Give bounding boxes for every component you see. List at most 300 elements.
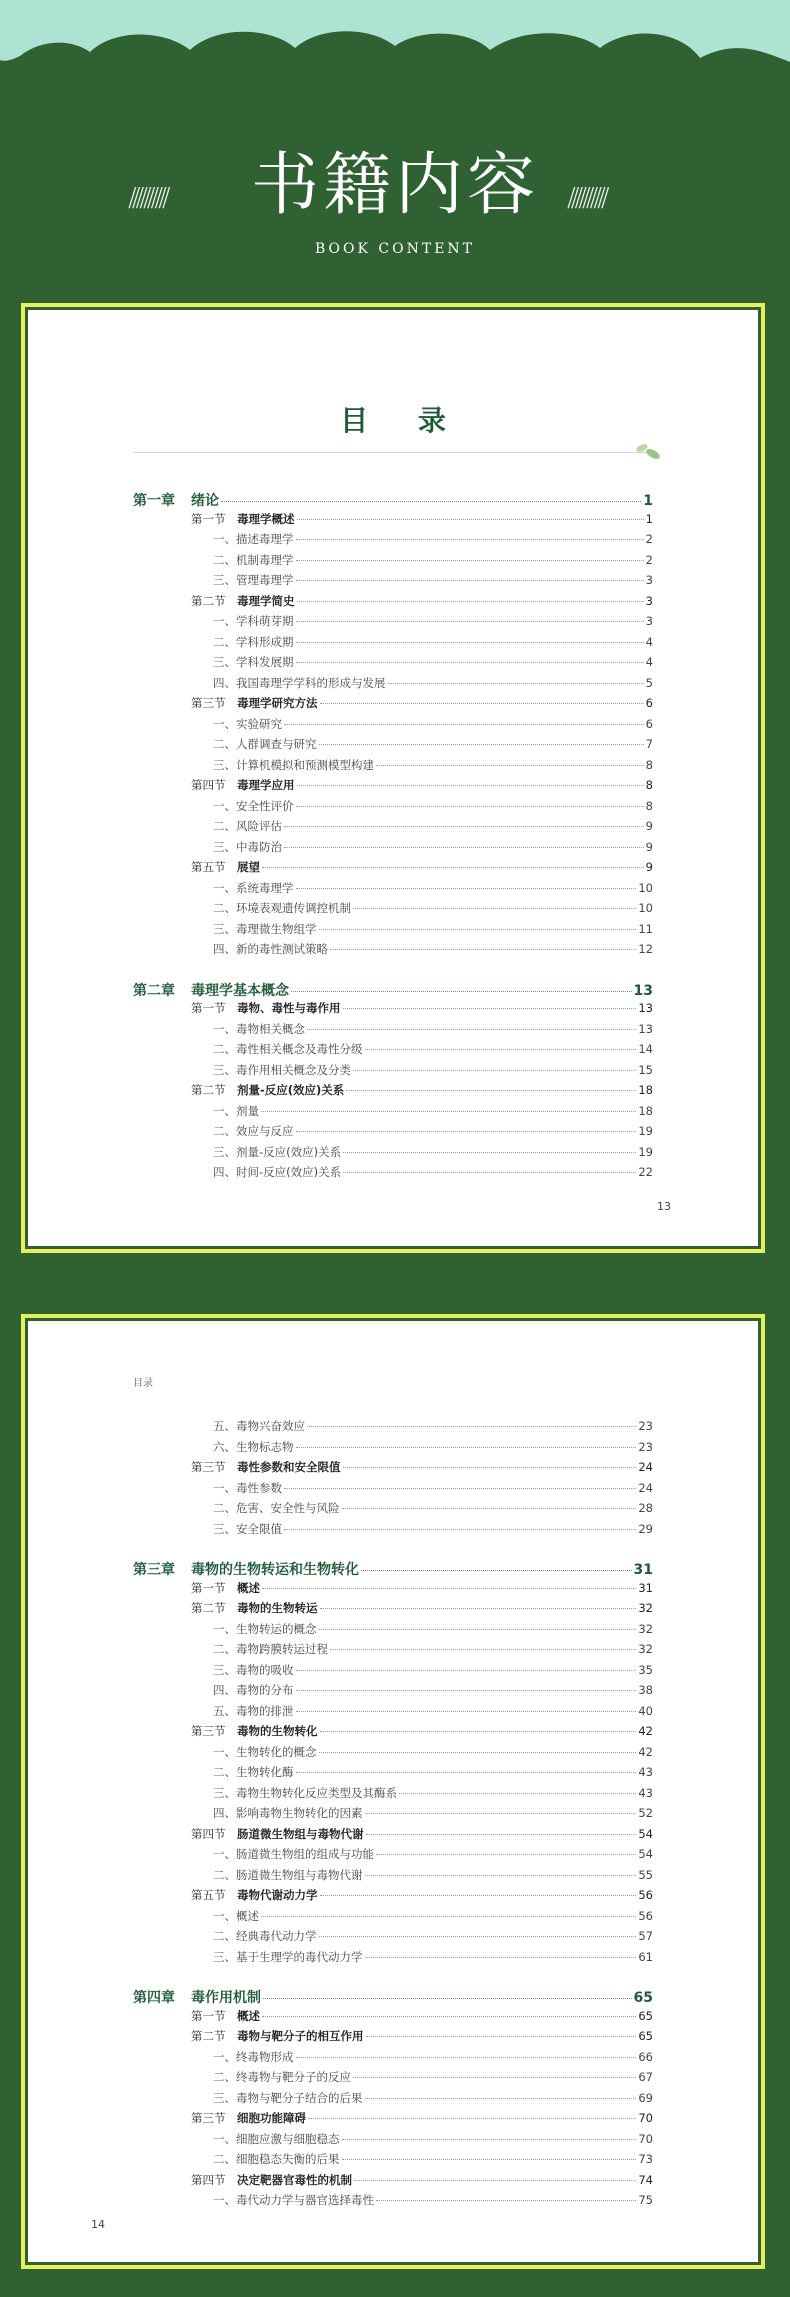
page-ref: 6 <box>645 716 653 731</box>
dot-leader <box>296 560 644 561</box>
dot-leader <box>262 867 644 868</box>
toc-item-row[interactable] <box>213 798 653 814</box>
toc-item-row[interactable] <box>213 634 653 650</box>
item-title: 四、时间-反应(效应)关系 <box>213 1165 342 1179</box>
section-title: 毒物的生物转化 <box>237 1724 318 1738</box>
dot-leader <box>365 1049 637 1050</box>
toc-item-row[interactable] <box>213 1846 653 1862</box>
toc-item-row[interactable] <box>213 675 653 691</box>
toc-section-row[interactable] <box>191 2008 653 2024</box>
toc-item-row[interactable] <box>213 1805 653 1821</box>
dot-leader <box>221 501 641 502</box>
section-number: 第一节 <box>191 1580 226 1595</box>
toc-page-2 <box>21 1314 765 2269</box>
item-title: 三、毒物与靶分子结合的后果 <box>213 2090 363 2105</box>
item-title: 二、学科形成期 <box>213 634 294 649</box>
page-ref: 75 <box>638 2193 653 2207</box>
dot-leader <box>319 1752 637 1753</box>
section-number: 第四节 <box>191 778 226 792</box>
toc-item-row[interactable] <box>213 613 653 629</box>
page-ref: 14 <box>638 1042 653 1056</box>
chapter-number: 第四章 <box>133 1990 175 2006</box>
dot-leader <box>284 1488 636 1489</box>
toc-item-row[interactable] <box>213 1928 653 1944</box>
item-title: 三、学科发展期 <box>213 655 294 669</box>
dot-leader <box>284 724 644 725</box>
chapter-title: 毒物的生物转运和生物转化 <box>191 1562 359 1578</box>
toc-section-row[interactable] <box>191 1826 653 1842</box>
dot-leader <box>376 2200 636 2201</box>
dot-leader <box>343 1172 636 1173</box>
page-ref: 43 <box>638 1785 653 1800</box>
page-ref: 5 <box>645 675 653 690</box>
dot-leader <box>343 1467 637 1468</box>
page-ref: 9 <box>645 839 653 854</box>
toc-item-row[interactable] <box>213 1867 653 1883</box>
dot-leader <box>365 1875 637 1876</box>
dot-leader <box>296 1772 637 1773</box>
page-ref: 66 <box>638 2049 653 2064</box>
page-ref: 65 <box>638 2029 653 2043</box>
dot-leader <box>296 1131 637 1132</box>
page-ref: 12 <box>638 942 653 956</box>
page-ref: 54 <box>638 1847 653 1861</box>
page-ref: 8 <box>645 798 653 813</box>
dot-leader <box>261 1111 636 1112</box>
dot-leader <box>343 1152 636 1153</box>
toc-item-row[interactable] <box>213 572 653 588</box>
dot-leader <box>319 1936 637 1937</box>
toc-chapter-row[interactable] <box>133 1559 653 1579</box>
section-title: 毒物、毒性与毒作用 <box>237 1001 341 1015</box>
section-title: 细胞功能障碍 <box>237 2111 306 2125</box>
item-title: 一、学科萌芽期 <box>213 614 294 628</box>
toc-item-row[interactable] <box>213 1103 653 1119</box>
page-ref: 19 <box>638 1124 653 1138</box>
item-title: 三、基于生理学的毒代动力学 <box>213 1949 363 1964</box>
toc-section-row[interactable] <box>191 1082 653 1098</box>
section-title: 毒理学概述 <box>237 511 295 526</box>
item-title: 三、毒理微生物组学 <box>213 921 317 936</box>
dot-leader <box>261 1916 636 1917</box>
toc-item-row[interactable] <box>213 1123 653 1139</box>
section-number: 第四节 <box>191 1826 226 1841</box>
section-number: 第二节 <box>191 593 226 608</box>
dot-leader <box>262 2016 636 2017</box>
page-ref: 10 <box>638 880 653 895</box>
dot-leader <box>353 908 636 909</box>
section-number: 第二节 <box>191 1083 226 1097</box>
page-ref: 40 <box>638 1703 653 1718</box>
dot-leader <box>365 1957 637 1958</box>
item-title: 二、人群调查与研究 <box>213 737 317 751</box>
dot-leader <box>296 1690 637 1691</box>
page-ref: 13 <box>638 1001 653 1015</box>
item-title: 三、计算机模拟和预测模型构建 <box>213 757 374 772</box>
item-title: 三、剂量-反应(效应)关系 <box>213 1144 342 1159</box>
section-title: 毒性参数和安全限值 <box>237 1460 341 1474</box>
header-title: 书籍内容 <box>250 146 539 225</box>
dot-leader <box>320 1895 637 1896</box>
page-ref: 28 <box>638 1501 653 1515</box>
dot-leader <box>307 1029 636 1030</box>
item-title: 一、毒物相关概念 <box>213 1021 305 1036</box>
section-number: 第一节 <box>191 2008 226 2023</box>
toc-item-row[interactable] <box>213 1641 653 1657</box>
toc-item-row[interactable] <box>213 1144 653 1160</box>
item-title: 一、毒代动力学与器官选择毒性 <box>213 2193 374 2207</box>
dot-leader <box>262 1588 636 1589</box>
toc-item-row[interactable] <box>213 2090 653 2106</box>
dot-leader <box>284 847 644 848</box>
item-title: 二、生物转化酶 <box>213 1765 294 1779</box>
page-ref: 19 <box>638 1144 653 1159</box>
item-title: 二、环境表观遗传调控机制 <box>213 901 351 915</box>
toc-item-row[interactable] <box>213 716 653 732</box>
item-title: 一、系统毒理学 <box>213 880 294 895</box>
item-title: 二、机制毒理学 <box>213 552 294 567</box>
toc-item-row[interactable] <box>213 1621 653 1637</box>
toc-item-row[interactable] <box>213 921 653 937</box>
leaf-icon <box>633 439 663 463</box>
page-ref: 23 <box>638 1419 653 1433</box>
dot-leader <box>291 991 632 992</box>
page-ref: 35 <box>638 1662 653 1677</box>
section-number: 第三节 <box>191 696 226 710</box>
toc-item-row[interactable] <box>213 1500 653 1516</box>
page-ref: 42 <box>638 1744 653 1759</box>
dot-leader <box>365 2098 637 2099</box>
toc-section-row[interactable] <box>191 1459 653 1475</box>
section-number: 第五节 <box>191 860 226 874</box>
toc-item-row[interactable] <box>213 1480 653 1496</box>
toc-item-row[interactable] <box>213 1041 653 1057</box>
item-title: 一、细胞应激与细胞稳态 <box>213 2131 340 2146</box>
toc-item-row[interactable] <box>213 2151 653 2167</box>
dot-leader <box>296 806 644 807</box>
dot-leader <box>376 1854 636 1855</box>
dot-leader <box>320 1608 637 1609</box>
toc-chapter-row[interactable] <box>133 490 653 510</box>
dot-leader <box>297 601 644 602</box>
decorative-slashes-right: ////////// <box>567 183 605 213</box>
page-ref: 52 <box>638 1806 653 1820</box>
toc-item-row[interactable] <box>213 941 653 957</box>
page-ref: 8 <box>645 778 653 792</box>
page-ref: 54 <box>638 1826 653 1841</box>
item-title: 二、终毒物与靶分子的反应 <box>213 2070 351 2084</box>
dot-leader <box>297 785 644 786</box>
page-ref: 3 <box>645 614 653 628</box>
dot-leader <box>330 949 636 950</box>
toc-section-row[interactable] <box>191 1000 653 1016</box>
item-title: 一、安全性评价 <box>213 798 294 813</box>
chapter-number: 第二章 <box>133 982 175 999</box>
toc-chapter-row[interactable] <box>133 980 653 1000</box>
toc-section-row[interactable] <box>191 511 653 527</box>
toc-item-row[interactable] <box>213 1785 653 1801</box>
page-ref: 74 <box>638 2172 653 2187</box>
item-title: 一、生物转化的概念 <box>213 1744 317 1759</box>
page-ref: 67 <box>638 2070 653 2084</box>
page-ref: 69 <box>638 2090 653 2105</box>
section-title: 毒理学研究方法 <box>237 696 318 710</box>
page-ref: 43 <box>638 1765 653 1779</box>
page-ref: 56 <box>638 1888 653 1902</box>
toc-section-row[interactable] <box>191 2172 653 2188</box>
section-title: 剂量-反应(效应)关系 <box>237 1083 345 1097</box>
item-title: 二、毒性相关概念及毒性分级 <box>213 1042 363 1056</box>
toc-section-row[interactable] <box>191 1580 653 1596</box>
dot-leader <box>296 1447 637 1448</box>
page-ref: 56 <box>638 1908 653 1923</box>
page-ref: 65 <box>638 2008 653 2023</box>
toc-section-row[interactable] <box>191 695 653 711</box>
dot-leader <box>320 1731 637 1732</box>
running-header: 目录 <box>133 1378 153 1389</box>
page-ref: 73 <box>638 2152 653 2166</box>
toc-section-row[interactable] <box>191 1723 653 1739</box>
item-title: 四、新的毒性测试策略 <box>213 942 328 956</box>
page-ref: 42 <box>638 1724 653 1738</box>
decorative-slashes-left: ////////// <box>128 183 166 213</box>
chapter-title: 毒作用机制 <box>191 1990 261 2006</box>
section-number: 第三节 <box>191 2111 226 2125</box>
section-number: 第三节 <box>191 1460 226 1474</box>
toc-section-row[interactable] <box>191 1887 653 1903</box>
page-ref: 15 <box>638 1062 653 1077</box>
dot-leader <box>399 1793 636 1794</box>
item-title: 三、管理毒理学 <box>213 573 294 587</box>
toc-item-row[interactable] <box>213 2049 653 2065</box>
page-ref: 32 <box>638 1642 653 1656</box>
dot-leader <box>330 1649 636 1650</box>
item-title: 三、安全限值 <box>213 1521 282 1536</box>
page-ref: 1 <box>645 511 653 526</box>
toc-item-row[interactable] <box>213 880 653 896</box>
dot-leader <box>343 1008 637 1009</box>
dot-leader <box>319 1629 637 1630</box>
section-title: 肠道微生物组与毒物代谢 <box>237 1826 364 1841</box>
page-ref: 13 <box>638 1021 653 1036</box>
toc-item-row[interactable] <box>213 1682 653 1698</box>
page-ref: 32 <box>638 1621 653 1636</box>
toc-page-1 <box>21 303 765 1253</box>
page-ref: 3 <box>645 573 653 587</box>
item-title: 一、描述毒理学 <box>213 532 294 546</box>
dot-leader <box>353 2077 636 2078</box>
section-number: 第一节 <box>191 511 226 526</box>
toc-item-row[interactable] <box>213 531 653 547</box>
toc-section-row[interactable] <box>191 2028 653 2044</box>
toc-item-row[interactable] <box>213 757 653 773</box>
toc-item-row[interactable] <box>213 1164 653 1180</box>
item-title: 二、风险评估 <box>213 819 282 833</box>
item-title: 二、危害、安全性与风险 <box>213 1501 340 1515</box>
page-ref: 18 <box>638 1103 653 1118</box>
section-title: 毒物与靶分子的相互作用 <box>237 2029 364 2043</box>
toc-item-row[interactable] <box>213 1439 653 1455</box>
chapter-title: 毒理学基本概念 <box>191 982 289 999</box>
section-title: 毒理学应用 <box>237 778 295 792</box>
toc-item-row[interactable] <box>213 1703 653 1719</box>
page-ref: 9 <box>645 860 653 874</box>
item-title: 二、效应与反应 <box>213 1124 294 1138</box>
toc-item-row[interactable] <box>213 1418 653 1434</box>
toc-item-row[interactable] <box>213 2069 653 2085</box>
item-title: 一、生物转运的概念 <box>213 1621 317 1636</box>
dot-leader <box>284 1529 636 1530</box>
item-title: 五、毒物兴奋效应 <box>213 1419 305 1433</box>
section-title: 概述 <box>237 2008 260 2023</box>
dot-leader <box>366 1834 637 1835</box>
section-title: 毒物代谢动力学 <box>237 1888 318 1902</box>
item-title: 一、肠道微生物组的组成与功能 <box>213 1847 374 1861</box>
toc-item-row[interactable] <box>213 654 653 670</box>
item-title: 四、我国毒理学学科的形成与发展 <box>213 675 386 690</box>
page-ref: 55 <box>638 1867 653 1882</box>
item-title: 一、实验研究 <box>213 716 282 731</box>
page-ref: 4 <box>645 655 653 669</box>
toc-section-row[interactable] <box>191 1600 653 1616</box>
page-ref: 8 <box>645 757 653 772</box>
chapter-number: 第三章 <box>133 1562 175 1578</box>
page-ref: 6 <box>645 696 653 710</box>
page-ref: 38 <box>638 1683 653 1697</box>
chapter-title: 绪论 <box>191 493 219 509</box>
dot-leader <box>361 1570 632 1571</box>
section-number: 第五节 <box>191 1888 226 1902</box>
page-ref: 22 <box>638 1165 653 1179</box>
dot-leader <box>342 2159 637 2160</box>
header-subtitle: BOOK CONTENT <box>315 241 475 257</box>
item-title: 一、剂量 <box>213 1103 259 1118</box>
page-ref: 9 <box>645 819 653 833</box>
page-ref: 65 <box>633 1990 653 2006</box>
dot-leader <box>296 642 644 643</box>
item-title: 一、概述 <box>213 1908 259 1923</box>
dot-leader <box>296 1711 637 1712</box>
toc-item-row[interactable] <box>213 1949 653 1965</box>
toc-section-row[interactable] <box>191 593 653 609</box>
section-title: 概述 <box>237 1580 260 1595</box>
dot-leader <box>296 580 644 581</box>
toc-item-row[interactable] <box>213 1744 653 1760</box>
page-ref: 23 <box>638 1439 653 1454</box>
item-title: 二、细胞稳态失衡的后果 <box>213 2152 340 2166</box>
dot-leader <box>354 2180 636 2181</box>
page-ref: 1 <box>643 493 653 509</box>
toc-item-row[interactable] <box>213 1021 653 1037</box>
dot-leader <box>296 621 644 622</box>
dot-leader <box>296 1670 637 1671</box>
page-ref: 13 <box>633 982 653 999</box>
toc-section-row[interactable] <box>191 859 653 875</box>
page-ref: 2 <box>645 552 653 567</box>
page-ref: 18 <box>638 1083 653 1097</box>
item-title: 三、毒物生物转化反应类型及其酶系 <box>213 1785 397 1800</box>
dot-leader <box>365 1813 637 1814</box>
page-ref: 3 <box>645 593 653 608</box>
page-ref: 31 <box>638 1580 653 1595</box>
dot-leader <box>388 683 644 684</box>
page-ref: 57 <box>638 1929 653 1943</box>
toc-item-row[interactable] <box>213 552 653 568</box>
dot-leader <box>320 703 644 704</box>
toc-item-row[interactable] <box>213 1521 653 1537</box>
chapter-number: 第一章 <box>133 493 175 509</box>
toc-section-row[interactable] <box>191 777 653 793</box>
toc-item-row[interactable] <box>213 736 653 752</box>
dot-leader <box>346 1090 636 1091</box>
dot-leader <box>353 1070 636 1071</box>
toc-item-row[interactable] <box>213 900 653 916</box>
page-number: 14 <box>91 2218 105 2231</box>
section-number: 第二节 <box>191 2029 226 2043</box>
page-ref: 24 <box>638 1480 653 1495</box>
page-ref: 4 <box>645 634 653 649</box>
dot-leader <box>263 1998 632 1999</box>
dot-leader <box>319 929 637 930</box>
toc-item-row[interactable] <box>213 1764 653 1780</box>
item-title: 四、毒物的分布 <box>213 1683 294 1697</box>
page-ref: 70 <box>638 2131 653 2146</box>
dot-leader <box>296 662 644 663</box>
section-number: 第二节 <box>191 1601 226 1615</box>
page-ref: 2 <box>645 532 653 546</box>
section-title: 毒物的生物转运 <box>237 1601 318 1615</box>
title-divider <box>133 452 653 453</box>
item-title: 三、毒物的吸收 <box>213 1662 294 1677</box>
section-number: 第一节 <box>191 1001 226 1015</box>
dot-leader <box>319 744 644 745</box>
page-ref: 7 <box>645 737 653 751</box>
toc-item-row[interactable] <box>213 818 653 834</box>
item-title: 一、毒性参数 <box>213 1480 282 1495</box>
page-ref: 61 <box>638 1949 653 1964</box>
dot-leader <box>296 539 644 540</box>
item-title: 二、肠道微生物组与毒物代谢 <box>213 1867 363 1882</box>
toc-item-row[interactable] <box>213 1062 653 1078</box>
dot-leader <box>342 2139 637 2140</box>
page-ref: 29 <box>638 1521 653 1536</box>
dot-leader <box>366 2036 637 2037</box>
item-title: 三、毒作用相关概念及分类 <box>213 1062 351 1077</box>
dot-leader <box>296 2057 637 2058</box>
toc-item-row[interactable] <box>213 1662 653 1678</box>
dot-leader <box>284 826 644 827</box>
dot-leader <box>342 1508 637 1509</box>
dot-leader <box>296 888 637 889</box>
section-title: 决定靶器官毒性的机制 <box>237 2172 352 2187</box>
dot-leader <box>307 1426 636 1427</box>
toc-title: 目 录 <box>340 404 466 437</box>
item-title: 三、中毒防治 <box>213 839 282 854</box>
dot-leader <box>308 2118 636 2119</box>
page-ref: 32 <box>638 1601 653 1615</box>
toc-item-row[interactable] <box>213 839 653 855</box>
item-title: 四、影响毒物生物转化的因素 <box>213 1806 363 1820</box>
item-title: 一、终毒物形成 <box>213 2049 294 2064</box>
toc-item-row[interactable] <box>213 2192 653 2208</box>
section-number: 第三节 <box>191 1724 226 1738</box>
toc-item-row[interactable] <box>213 2131 653 2147</box>
toc-section-row[interactable] <box>191 2110 653 2126</box>
dot-leader <box>297 519 644 520</box>
page-ref: 10 <box>638 901 653 915</box>
toc-item-row[interactable] <box>213 1908 653 1924</box>
toc-chapter-row[interactable] <box>133 1987 653 2007</box>
